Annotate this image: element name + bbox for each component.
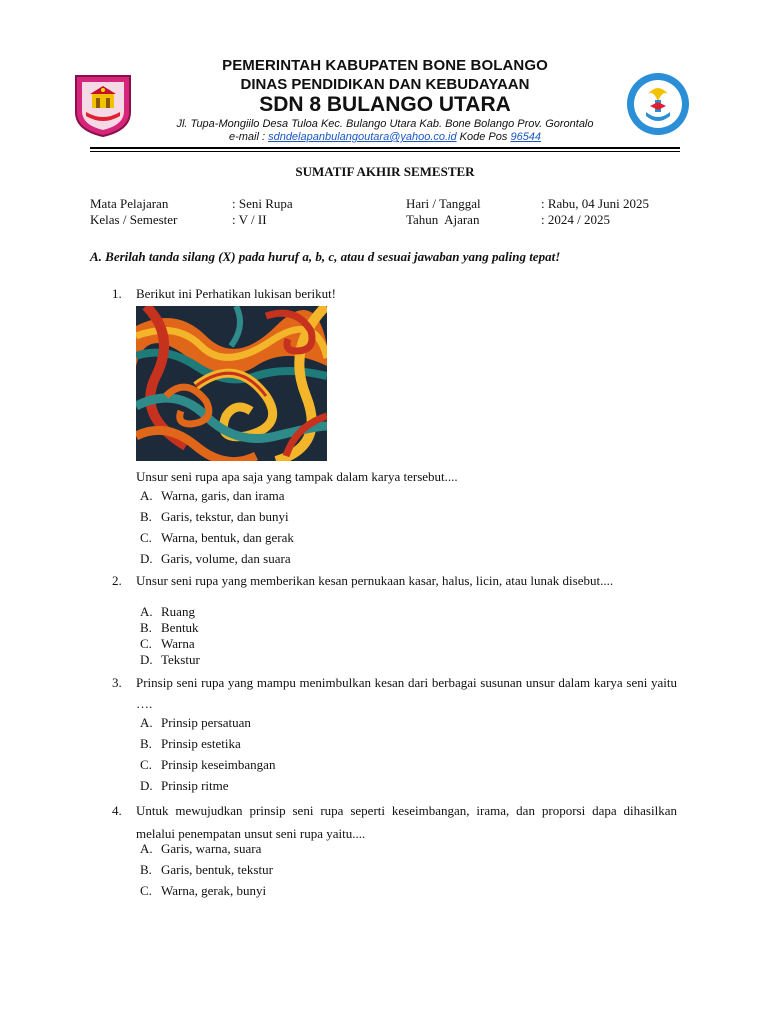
option-3a[interactable]: A. Prinsip persatuan [140,715,251,730]
option-4c[interactable]: C. Warna, gerak, bunyi [140,883,267,898]
postal-prefix: Kode Pos [456,131,511,143]
section-a-instruction: A. Berilah tanda silang (X) pada huruf a, b, c, atau d sesuai jawaban yang paling tepat! [90,249,561,264]
day-value: : Rabu, 04 Juni 2025 [541,196,649,211]
option-1b[interactable]: B. Garis, tekstur, dan bunyi [140,509,289,524]
question-number: 2. [112,573,122,588]
email-link[interactable]: sdndelapanbulangoutara@yahoo.co.id [268,131,457,143]
year-value: : 2024 / 2025 [541,212,610,227]
postal-code-link[interactable]: 96544 [510,131,542,143]
option-4b[interactable]: B. Garis, bentuk, tekstur [140,862,273,877]
email-prefix: e-mail : [228,131,269,143]
class-value: : V / II [232,212,267,227]
year-label: Tahun Ajaran [406,212,480,227]
option-2c[interactable]: C. Warna [140,636,195,651]
option-1a[interactable]: A. Warna, garis, dan irama [140,488,285,503]
question-number: 4. [112,803,122,818]
subject-value: : Seni Rupa [232,196,293,211]
question-text: Berikut ini Perhatikan lukisan berikut! [136,286,337,301]
question-number: 1. [112,286,122,301]
question-number: 3. [112,675,122,690]
school-address: Jl. Tupa-Mongiilo Desa Tuloa Kec. Bulango Utara Kab. Bone Bolango Prov. Gorontalo [176,118,594,130]
swirl-painting-image [136,306,327,461]
header-line-1: PEMERINTAH KABUPATEN BONE BOLANGO [222,57,548,74]
option-2d[interactable]: D. Tekstur [140,652,200,667]
option-1c[interactable]: C. Warna, bentuk, dan gerak [140,530,294,545]
question-text: Unsur seni rupa yang memberikan kesan pernukaan kasar, halus, licin, atau lunak disebut.... [136,573,614,588]
option-3d[interactable]: D. Prinsip ritme [140,778,229,793]
regency-crest-logo [72,72,134,138]
question-text: Untuk mewujudkan prinsip seni rupa seperti keseimbangan, irama, dan proporsi dapa dihasilkan melalui penempatan unsut seni rupa yaitu.... [136,803,677,841]
option-2a[interactable]: A. Ruang [140,604,195,619]
option-3c[interactable]: C. Prinsip keseimbangan [140,757,276,772]
subject-label: Mata Pelajaran [90,196,169,211]
school-name: SDN 8 BULANGO UTARA [259,93,511,116]
option-4a[interactable]: A. Garis, warna, suara [140,841,262,856]
question-text: Prinsip seni rupa yang mampu menimbulkan kesan dari berbagai susunan unsur dalam karya seni yaitu …. [136,675,677,711]
header-rule-thin [90,151,680,152]
option-2b[interactable]: B. Bentuk [140,620,199,635]
class-label: Kelas / Semester [90,212,178,227]
doc-title: SUMATIF AKHIR SEMESTER [295,164,475,179]
question-1-followup: Unsur seni rupa apa saja yang tampak dalam karya tersebut.... [136,469,458,484]
option-3b[interactable]: B. Prinsip estetika [140,736,241,751]
header-rule-thick [90,147,680,149]
contact-line [130,131,640,143]
option-1d[interactable]: D. Garis, volume, dan suara [140,551,291,566]
header-line-2: DINAS PENDIDIKAN DAN KEBUDAYAAN [240,76,530,93]
day-label: Hari / Tanggal [406,196,481,211]
